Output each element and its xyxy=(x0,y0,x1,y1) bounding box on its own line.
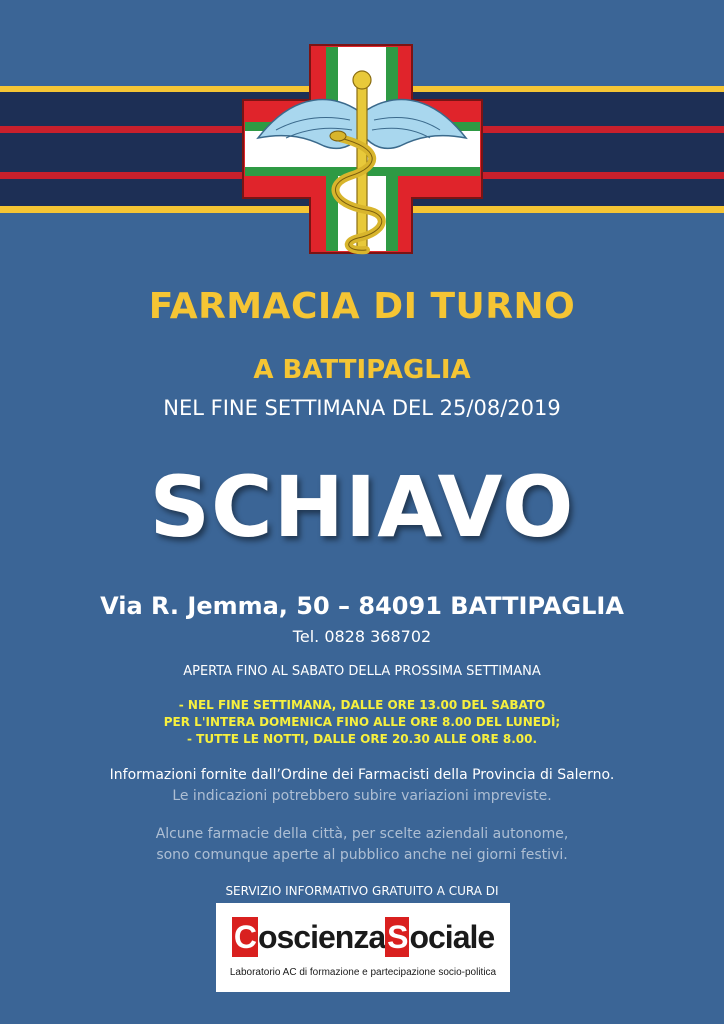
poster-subtitle: A BATTIPAGLIA xyxy=(253,355,471,385)
hours-line: PER L'INTERA DOMENICA FINO ALLE ORE 8.00 DEL LUNEDÌ; xyxy=(163,715,561,729)
logo-letter-c: C xyxy=(233,919,256,955)
info-line: Informazioni fornite dall’Ordine dei Farmacisti della Provincia di Salerno. xyxy=(109,767,615,783)
hours-line: - NEL FINE SETTIMANA, DALLE ORE 13.00 DEL SABATO xyxy=(178,698,546,712)
hours-line: - TUTTE LE NOTTI, DALLE ORE 20.30 ALLE ORE 8.00. xyxy=(186,732,538,746)
logo-word-part: ociale xyxy=(409,919,495,955)
info-line: sono comunque aperte al pubblico anche nei giorni festivi. xyxy=(156,847,568,863)
logo-letter-s: S xyxy=(387,919,408,955)
caduceus-cross-icon xyxy=(240,42,484,256)
logo-wordmark xyxy=(216,917,510,957)
poster-title: FARMACIA DI TURNO xyxy=(148,286,576,327)
pharmacy-name: SCHIAVO xyxy=(149,458,575,556)
coscienza-sociale-logo xyxy=(216,903,510,992)
service-credit: SERVIZIO INFORMATIVO GRATUITO A CURA DI xyxy=(225,884,499,898)
open-until-note: APERTA FINO AL SABATO DELLA PROSSIMA SETTIMANA xyxy=(183,664,541,679)
pharmacy-address: Via R. Jemma, 50 – 84091 BATTIPAGLIA xyxy=(100,592,624,620)
info-line: Le indicazioni potrebbero subire variazioni impreviste. xyxy=(172,788,552,804)
weekend-date: NEL FINE SETTIMANA DEL 25/08/2019 xyxy=(163,396,561,420)
logo-tagline: Laboratorio AC di formazione e partecipazione socio-politica xyxy=(229,967,497,978)
pharmacy-phone: Tel. 0828 368702 xyxy=(292,627,432,646)
info-line: Alcune farmacie della città, per scelte aziendali autonome, xyxy=(155,826,569,842)
logo-word-part: oscienza xyxy=(257,919,386,955)
